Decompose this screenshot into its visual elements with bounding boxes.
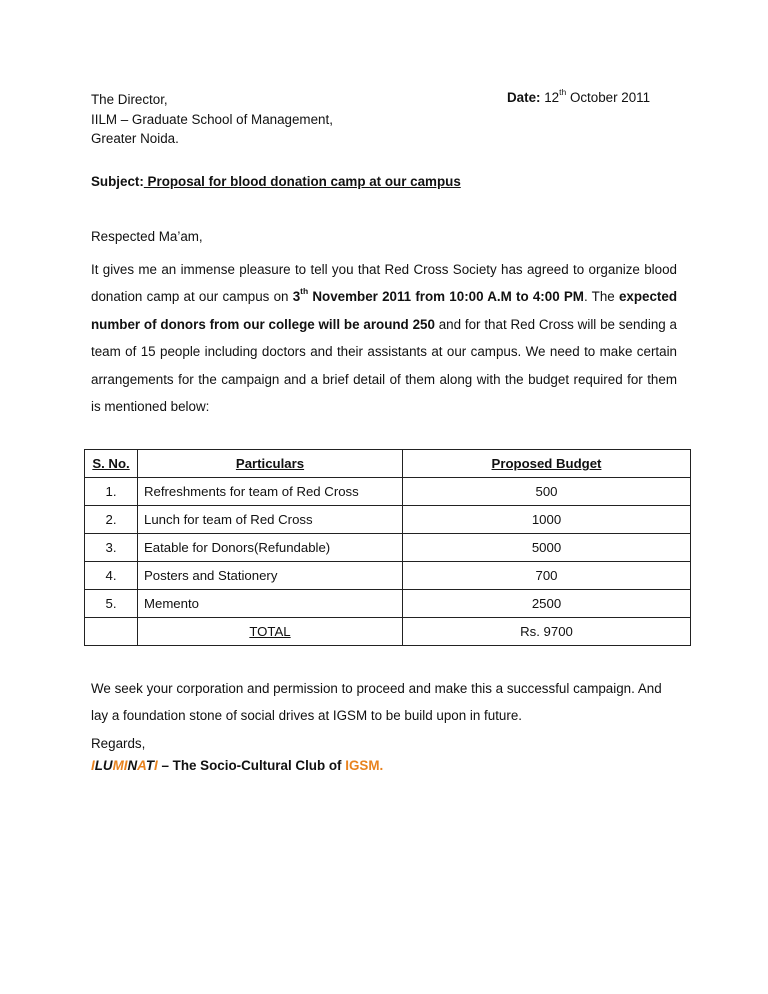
body-paragraph	[91, 256, 677, 420]
cell-sno: 3.	[85, 534, 138, 562]
cell-budget: 700	[403, 562, 691, 590]
header-particulars: Particulars	[138, 450, 403, 478]
letter-date	[507, 86, 651, 105]
budget-table	[84, 449, 691, 646]
subject-text: Proposal for blood donation camp at our campus	[143, 174, 461, 189]
cell-sno: 5.	[85, 590, 138, 618]
cell-empty	[85, 618, 138, 646]
subject-label: Subject:	[91, 174, 144, 189]
table-row	[85, 562, 691, 590]
date-day: 12	[544, 90, 560, 105]
table-total-row	[85, 618, 691, 646]
table-header-row	[85, 450, 691, 478]
table-row	[85, 590, 691, 618]
table-row	[85, 478, 691, 506]
cell-budget: 500	[403, 478, 691, 506]
header-sno: S. No.	[85, 450, 138, 478]
closing-text: We seek your corporation and permission to proceed and make this a successful campaign. And lay a foundation stone of social drives at IGSM to be build upon in future.	[91, 681, 662, 724]
recipient-line: The Director,	[91, 92, 168, 107]
recipient-address	[91, 90, 333, 149]
camp-date: 3th November 2011 from 10:00 A.M to 4:00 PM	[292, 285, 584, 305]
recipient-line: Greater Noida.	[91, 131, 179, 146]
cell-budget: 1000	[403, 506, 691, 534]
body-text: and for that Red Cross will be sending a team of 15 people including doctors and their assistants at our campus. We need to make certain arrangements for the campaign and a brief detail of them along with the budget required for them is mentioned below:	[91, 316, 677, 415]
date-label: Date:	[507, 90, 541, 105]
donors-count: expected number of donors from our college will be around 250	[91, 289, 678, 332]
table-row	[85, 506, 691, 534]
table-row	[85, 534, 691, 562]
cell-sno: 4.	[85, 562, 138, 590]
signature: ILUMINATI – The Socio-Cultural Club of IGSM.	[91, 758, 384, 773]
cell-particular: Refreshments for team of Red Cross	[138, 478, 403, 506]
cell-particular: Posters and Stationery	[138, 562, 403, 590]
date-rest: October 2011	[566, 90, 651, 105]
signature-middle: – The Socio-Cultural Club of	[157, 758, 346, 773]
recipient-line: IILM – Graduate School of Management,	[91, 111, 333, 127]
club-name-letter: I	[91, 758, 95, 773]
total-value: Rs. 9700	[403, 618, 691, 646]
closing-paragraph	[91, 675, 681, 757]
regards: Regards,	[91, 735, 146, 751]
header-budget: Proposed Budget	[403, 450, 691, 478]
org-name: IGSM.	[345, 758, 384, 773]
cell-particular: Eatable for Donors(Refundable)	[138, 534, 403, 562]
total-label: TOTAL	[138, 618, 403, 646]
cell-particular: Lunch for team of Red Cross	[138, 506, 403, 534]
body-text: It gives me an immense pleasure to tell you that Red Cross Society has agreed to organize blood donation camp at our campus on	[91, 262, 677, 305]
cell-budget: 2500	[403, 590, 691, 618]
cell-particular: Memento	[138, 590, 403, 618]
cell-budget: 5000	[403, 534, 691, 562]
date-suffix: th	[559, 86, 567, 97]
cell-sno: 1.	[85, 478, 138, 506]
salutation: Respected Ma’am,	[91, 229, 203, 244]
body-text: . The	[583, 289, 619, 305]
cell-sno: 2.	[85, 506, 138, 534]
subject-line	[91, 174, 461, 189]
